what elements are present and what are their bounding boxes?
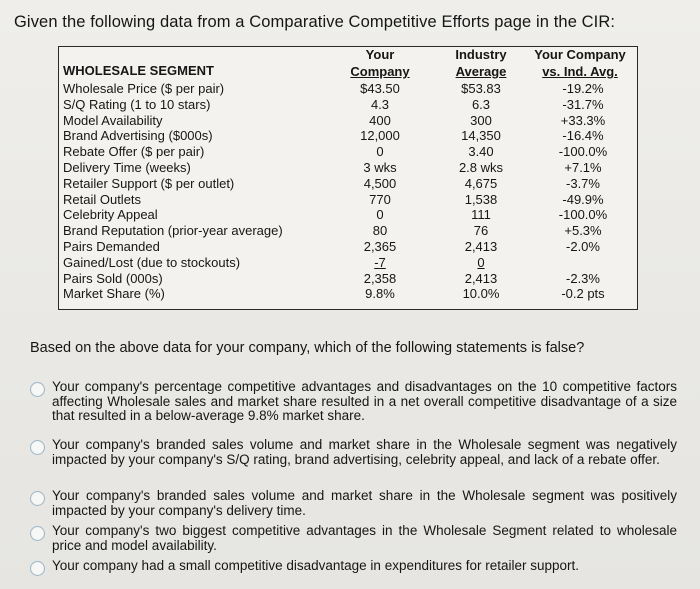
row-company: -7 [374,254,386,270]
row-industry: 4,675 [464,175,498,191]
row-industry: 300 [470,112,492,128]
row-diff: -0.2 pts [561,286,605,302]
row-label: Retail Outlets [63,191,142,207]
row-industry: 2.8 wks [458,160,504,175]
row-diff: -49.9% [562,191,604,207]
row-company: 2,358 [363,270,397,286]
row-label: Rebate Offer ($ per pair) [63,144,205,160]
row-label: Brand Advertising ($000s) [63,128,213,144]
radio-button[interactable] [30,382,45,397]
col-header-company-line2: Company [350,64,410,79]
col-header-vs-line1: Your Company [534,47,626,62]
row-company: 4,500 [363,175,397,191]
row-company: 0 [376,207,384,223]
row-label: Delivery Time (weeks) [63,160,191,175]
row-diff: -19.2% [562,81,604,96]
row-industry: 6.3 [471,96,491,112]
table-row [59,192,637,207]
table-row [59,144,637,159]
row-label: Brand Reputation (prior-year average) [63,223,283,239]
row-company: 4.3 [370,96,390,112]
table-row [59,207,637,222]
row-industry: $53.83 [461,81,501,96]
segment-header: WHOLESALE SEGMENT [63,63,214,78]
col-header-industry-line1: Industry [455,47,507,62]
row-industry: 0 [477,254,485,270]
row-company: 80 [372,223,388,239]
row-label: Model Availability [63,112,163,128]
col-header-company [331,47,429,79]
table-row [59,286,637,301]
row-industry: 10.0% [462,286,500,302]
row-industry: 2,413 [464,270,498,286]
row-company: 9.8% [365,286,395,302]
row-company: 12,000 [360,128,400,144]
row-industry: 14,350 [461,128,501,144]
option-text: Your company's branded sales volume and market share in the Wholesale segment was negatively impacted by your company's S/Q rating, brand advertising, celebrity appeal, and lack of a rebate offer. [52,437,677,467]
row-diff: +33.3% [560,112,606,128]
option-text: Your company's two biggest competitive advantages in the Wholesale Segment related to wholesale price and model availability. [52,523,677,553]
page-title: Given the following data from a Comparative Competitive Efforts page in the CIR: [14,13,616,31]
table-row [59,160,637,175]
row-label: Pairs Sold (000s) [63,270,163,286]
table-row [59,176,637,191]
row-label: Gained/Lost (due to stockouts) [63,254,241,270]
table-row [59,113,637,128]
row-industry: 76 [473,223,489,239]
question-text: Based on the above data for your company, which of the following statements is false? [30,340,585,356]
row-label: Retailer Support ($ per outlet) [63,175,235,191]
row-label: Celebrity Appeal [63,207,158,223]
radio-button[interactable] [30,561,45,576]
row-company: 0 [376,144,384,160]
option-text: Your company's branded sales volume and market share in the Wholesale segment was positively impacted by your company's delivery time. [52,488,677,518]
col-header-company-line1: Your [365,47,395,62]
row-diff: +7.1% [564,160,602,175]
row-diff: -100.0% [558,207,608,223]
row-diff: -31.7% [562,96,604,112]
row-diff: -2.0% [566,239,600,254]
option-text: Your company had a small competitive disadvantage in expenditures for retailer support. [52,558,580,573]
row-diff: -100.0% [558,144,608,160]
radio-button[interactable] [30,526,45,541]
table-row [59,223,637,238]
radio-button[interactable] [30,440,45,455]
row-company: 400 [369,112,391,128]
row-industry: 1,538 [464,191,498,207]
row-industry: 3.40 [468,144,494,160]
table-row [59,271,637,286]
row-company: $43.50 [360,81,400,96]
table-row [59,239,637,254]
row-diff: +5.3% [564,223,602,239]
row-label: Market Share (%) [63,286,165,302]
row-label: Wholesale Price ($ per pair) [63,81,225,96]
table-row [59,255,637,270]
row-company: 770 [369,191,391,207]
table-row [59,97,637,112]
row-industry: 111 [471,207,491,223]
table-row [59,128,637,143]
row-diff: -2.3% [566,270,600,286]
col-header-vs-line2: vs. Ind. Avg. [542,64,618,79]
row-label: Pairs Demanded [63,239,160,254]
col-header-industry [436,47,526,79]
row-industry: 2,413 [464,239,498,254]
row-diff: -3.7% [566,175,600,191]
row-diff: -16.4% [562,128,604,144]
option-text: Your company's percentage competitive advantages and disadvantages on the 10 competitive factors affecting Wholesale sales and market share resulted in a net overall competitive disadvantage of a size that resulted in a below-average 9.8% market share. [52,379,677,424]
col-header-industry-line2: Average [455,64,507,79]
data-table [58,46,638,310]
radio-button[interactable] [30,491,45,506]
row-company: 3 wks [363,160,397,175]
table-row [59,81,637,96]
row-company: 2,365 [363,239,397,254]
col-header-vs-industry [524,47,636,79]
row-label: S/Q Rating (1 to 10 stars) [63,96,211,112]
